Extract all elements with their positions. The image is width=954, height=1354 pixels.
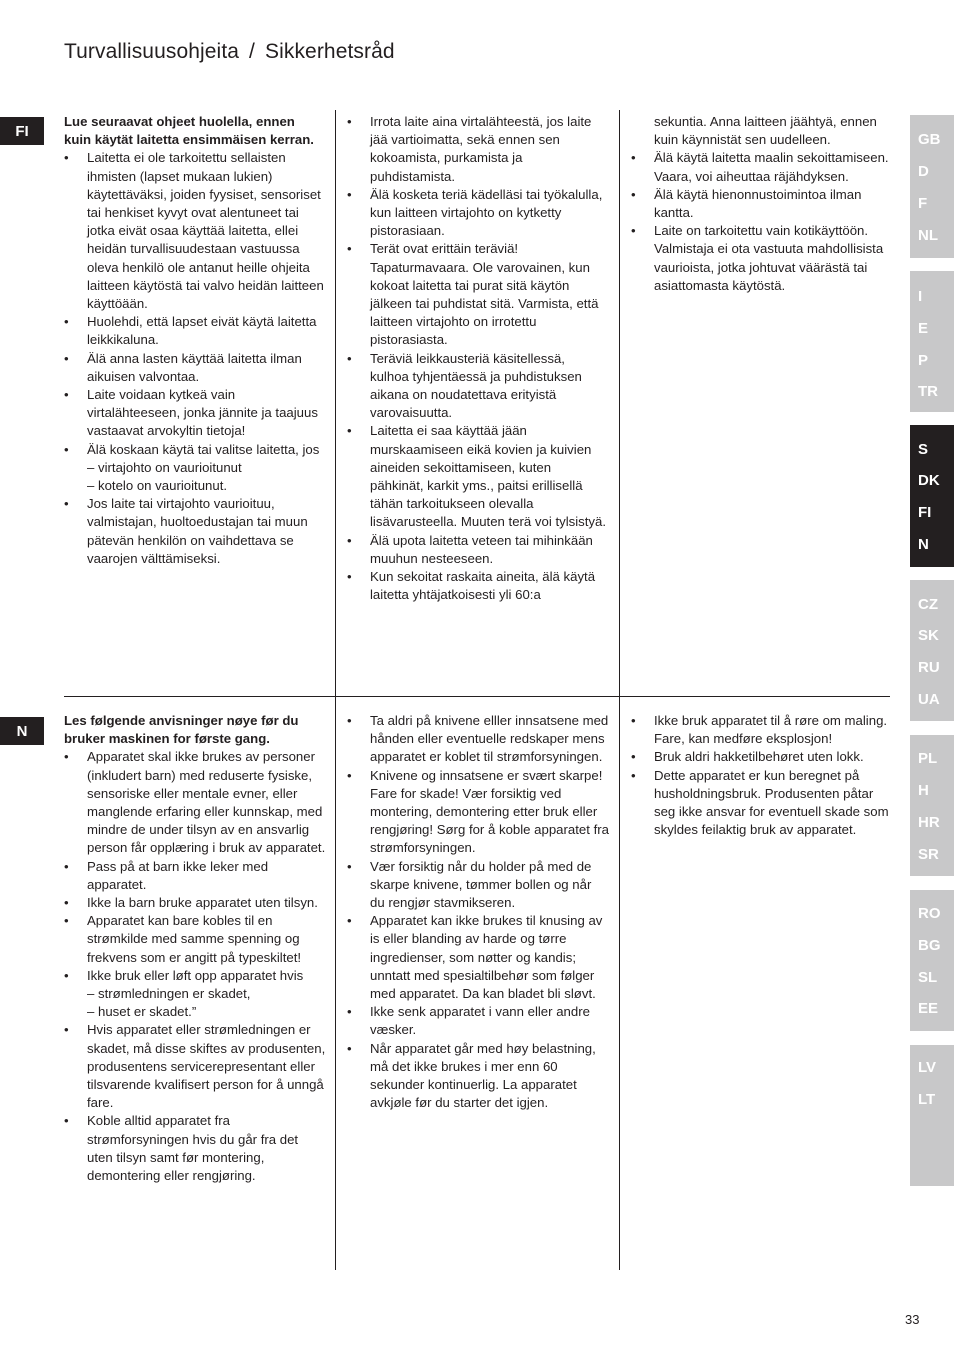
language-tab-h[interactable]: H — [918, 782, 929, 799]
language-tab-sk[interactable]: SK — [918, 627, 939, 644]
instruction-text: Laitetta ei saa käyttää jään murskaamiseen eikä kovien ja kuivien aineiden sekoittamiseen, kuten pähkinät, karkit yms., paitsi erillisellä tähän tarkoitukseen olevalla lisävarusteella. Muuten terä voi tylsistyä. — [370, 423, 607, 530]
language-group-5 — [910, 735, 954, 876]
instruction-text: Laite voidaan kytkeä vain virtalähteeseen, jonka jännite ja taajuus vastaavat arvokyltin tietoja! — [87, 387, 318, 439]
language-group-7 — [910, 1045, 954, 1186]
language-tab-tr[interactable]: TR — [918, 383, 938, 400]
safety-instruction-item — [64, 858, 326, 894]
instruction-text: Laite on tarkoitettu vain kotikäyttöön. Valmistaja ei ota vastuuta mahdollisista vaurioista, jotka johtuvat väärästä tai asiattomasta käytöstä. — [654, 223, 884, 293]
safety-instruction-item — [347, 186, 607, 241]
instruction-text: Älä kosketa teriä kädelläsi tai työkalulla, kun laitteen virtajohto on kytketty pistorasiaan. — [370, 186, 603, 239]
safety-instruction-item — [631, 712, 893, 748]
instruction-text: Älä käytä hienonnustoimintoa ilman kantta. — [654, 186, 862, 221]
instruction-text: Ikke la barn bruke apparatet uten tilsyn. — [87, 895, 318, 911]
language-tab-s[interactable]: S — [918, 441, 929, 458]
language-tab-sr[interactable]: SR — [918, 846, 939, 863]
column-divider-1 — [335, 110, 336, 1270]
safety-instruction-item — [64, 1021, 326, 1112]
safety-instruction-item — [631, 748, 893, 766]
language-tab-bg[interactable]: BG — [918, 937, 941, 954]
instruction-text: Irrota laite aina virtalähteestä, jos laite jää vartioimatta, sekä ennen sen kokoamista, purkamista ja puhdistamista. — [370, 114, 592, 184]
safety-instruction-item — [64, 748, 326, 857]
language-tab-ro[interactable]: RO — [918, 905, 941, 922]
page-title-finnish: Turvallisuusohjeita — [64, 40, 240, 63]
language-tab-ua[interactable]: UA — [918, 691, 940, 708]
fi-continuation: sekuntia. Anna laitteen jäähtyä, ennen kuin käynnistät sen uudelleen. — [654, 114, 877, 148]
instruction-text: Hvis apparatet eller strømledningen er skadet, må disse skiftes av produsenten, produsentens servicerepresentant eller tilsvarende kvalifisert person for å unngå fare. — [87, 1022, 326, 1111]
language-tab-e[interactable]: E — [918, 320, 929, 337]
language-tab-ee[interactable]: EE — [918, 1000, 939, 1017]
instruction-text: Ikke bruk apparatet til å røre om maling. Fare, kan medføre eksplosjon! — [654, 713, 888, 747]
language-group-6 — [910, 890, 954, 1031]
instruction-subitem: – virtajohto on vaurioitunut — [87, 459, 242, 475]
safety-instruction-item — [347, 858, 609, 913]
safety-instruction-item — [631, 222, 893, 295]
instruction-text: Vær forsiktig når du holder på med de skarpe knivene, tømmer bollen og når du rengjør stavmikseren. — [370, 858, 592, 911]
fi-list-2 — [347, 113, 607, 604]
safety-instruction-item — [347, 912, 609, 1003]
language-tab-dk[interactable]: DK — [918, 472, 940, 489]
instruction-subitem: – strømledningen er skadet, — [87, 986, 251, 1002]
safety-instruction-item — [64, 912, 326, 967]
title-separator: / — [249, 40, 255, 63]
safety-instruction-item — [347, 1040, 609, 1113]
instruction-text: Koble alltid apparatet fra strømforsyningen hvis du går fra det uten tilsyn samt før montering, demontering eller rengjøring. — [87, 1113, 299, 1184]
n-list-3 — [631, 712, 893, 839]
instruction-text: Apparatet kan bare kobles til en strømkilde med samme spenning og frekvens som er angitt på typeskiltet! — [87, 913, 302, 965]
instruction-text: Ta aldri på knivene elller innsatsene med hånden eller eventuelle redskaper mens apparatet er koblet til strømforsyningen. — [370, 713, 609, 765]
instruction-text: Teräviä leikkausteriä käsitellessä, kulhoa tyhjentäessä ja puhdistuksen aikana on noudatettava erityistä varovaisuutta. — [370, 350, 582, 421]
language-group-4 — [910, 580, 954, 721]
instruction-text: Når apparatet går med høy belastning, må det ikke brukes i mer enn 60 sekunder kontinuerlig. La apparatet avkjøle før du starter det igjen. — [370, 1040, 596, 1111]
instruction-text: Laitetta ei ole tarkoitettu sellaisten ihmisten (lapset mukaan lukien) käytettäväksi, joiden fyysiset, sensoriset tai henkiset kyvyt ovat alentuneet tai jotka eivät osaa käyttää laitetta, ellei heidän turvallisuudestaan vastuussa oleva henkilö ole antanut heille ohjeita laitteen käytöstä tai valvo heidän laitteen käyttöään. — [87, 150, 324, 312]
safety-instruction-item — [64, 149, 324, 313]
instruction-text: Ikke senk apparatet i vann eller andre væsker. — [370, 1004, 590, 1038]
safety-instruction-item — [347, 568, 607, 604]
safety-instruction-item — [347, 350, 607, 423]
language-tab-lv[interactable]: LV — [918, 1059, 937, 1076]
instruction-text: Bruk aldri hakketilbehøret uten lokk. — [654, 749, 864, 765]
language-tab-i[interactable]: I — [918, 288, 923, 305]
language-tab-gb[interactable]: GB — [918, 131, 941, 148]
language-tab-nl[interactable]: NL — [918, 227, 938, 244]
safety-instruction-item — [64, 350, 324, 386]
page-title-norwegian: Sikkerhetsråd — [264, 40, 395, 63]
language-group-1 — [910, 115, 954, 258]
safety-instruction-item — [64, 967, 326, 1022]
language-tab-lt[interactable]: LT — [918, 1091, 936, 1108]
safety-instruction-item — [631, 767, 893, 840]
instruction-subitem: – kotelo on vaurioitunut. — [87, 478, 228, 494]
language-tab-sl[interactable]: SL — [918, 969, 938, 986]
fi-column-2 — [347, 113, 607, 604]
column-divider-2 — [619, 110, 620, 1270]
page-number: 33 — [905, 1312, 920, 1327]
instruction-text: Kun sekoitat raskaita aineita, älä käytä laitetta yhtäjatkoisesti yli 60:a — [370, 569, 596, 603]
instruction-text: Älä koskaan käytä tai valitse laitetta, jos — [87, 441, 320, 457]
n-list-2 — [347, 712, 609, 1112]
language-tab-d[interactable]: D — [918, 163, 929, 180]
language-tab-fi[interactable]: FI — [918, 504, 932, 521]
safety-instruction-item — [347, 767, 609, 858]
language-group-3-active — [910, 425, 954, 567]
language-tab-ru[interactable]: RU — [918, 659, 940, 676]
instruction-text: Älä upota laitetta veteen tai mihinkään muuhun nesteeseen. — [370, 532, 593, 566]
fi-intro: Lue seuraavat ohjeet huolella, ennen kuin käytät laitetta ensimmäisen kerran. — [64, 114, 314, 148]
language-tab-n[interactable]: N — [918, 536, 929, 553]
language-tab-f[interactable]: F — [918, 195, 928, 212]
safety-instruction-item — [64, 1112, 326, 1185]
instruction-text: Knivene og innsatsene er svært skarpe! Fare for skade! Vær forsiktig ved montering, demontering etter bruk eller rengjøring! Sørg for å koble apparatet fra strømforsyningen. — [370, 767, 609, 856]
language-tab-p[interactable]: P — [918, 352, 929, 369]
section-divider — [64, 696, 890, 697]
language-tab-pl[interactable]: PL — [918, 750, 938, 767]
language-tab-cz[interactable]: CZ — [918, 596, 938, 613]
safety-instruction-item — [64, 441, 324, 496]
n-intro: Les følgende anvisninger nøye før du bruker maskinen for første gang. — [64, 713, 299, 747]
n-list-1 — [64, 748, 326, 1185]
instruction-text: Älä käytä laitetta maalin sekoittamiseen. Vaara, voi aiheuttaa räjähdyksen. — [654, 150, 889, 184]
safety-instruction-item — [64, 386, 324, 441]
safety-instruction-item — [347, 422, 607, 531]
safety-instruction-item — [347, 532, 607, 568]
instruction-text: Ikke bruk eller løft opp apparatet hvis — [87, 967, 304, 983]
n-column-2 — [347, 712, 609, 1112]
n-column-1 — [64, 712, 326, 1185]
instruction-text: Älä anna lasten käyttää laitetta ilman aikuisen valvontaa. — [87, 350, 302, 384]
instruction-text: Apparatet kan ikke brukes til knusing av is eller blanding av harde og tørre ingredienser, som nøtter og kandis; unntatt med spesialtilbehør som følger med apparatet. Da kan bladet bli sløvt. — [370, 913, 603, 1002]
language-tag-fi: FI — [0, 117, 44, 145]
instruction-text: Huolehdi, että lapset eivät käytä laitetta leikkikaluna. — [87, 314, 317, 348]
language-group-2 — [910, 271, 954, 412]
instruction-text: Jos laite tai virtajohto vaurioituu, valmistajan, huoltoedustajan tai muun pätevän henkilön on vaihdettava se vaarojen välttämiseksi. — [87, 496, 308, 566]
safety-instruction-item — [347, 1003, 609, 1039]
safety-instruction-item — [631, 186, 893, 222]
instruction-text: Apparatet skal ikke brukes av personer (inkludert barn) med reduserte fysiske, sensoriske eller mentale evner, eller manglende erfaring eller kunnskap, med mindre de under tilsyn av en ansvarlig person får opplæring i bruk av apparatet. — [87, 749, 326, 856]
fi-column-3 — [631, 113, 893, 295]
instruction-text: Pass på at barn ikke leker med apparatet. — [87, 858, 269, 892]
n-column-3 — [631, 712, 893, 839]
fi-list-1 — [64, 149, 324, 568]
safety-instruction-item — [347, 240, 607, 349]
safety-instruction-item — [631, 149, 893, 185]
instruction-text: Terät ovat erittäin teräviä! Tapaturmavaara. Ole varovainen, kun kokoat laitetta tai purat sitä käytön jälkeen tai puhdistat sitä. Varmista, että laitteen virtajohto on irrotettu pistorasiasta. — [370, 241, 599, 348]
safety-instruction-item — [64, 495, 324, 568]
safety-instruction-item — [64, 894, 326, 912]
safety-instruction-item — [64, 313, 324, 349]
safety-instruction-item — [347, 113, 607, 186]
page-title — [64, 40, 395, 64]
instruction-subitem: – huset er skadet.” — [87, 1004, 197, 1020]
fi-column-1 — [64, 113, 324, 568]
language-tab-hr[interactable]: HR — [918, 814, 940, 831]
safety-instruction-item — [347, 712, 609, 767]
instruction-text: Dette apparatet er kun beregnet på husholdningsbruk. Produsenten påtar seg ikke ansvar for eventuell skade som skyldes feilaktig bruk av apparatet. — [654, 767, 889, 838]
language-tag-n: N — [0, 717, 44, 745]
fi-list-3 — [631, 113, 893, 295]
